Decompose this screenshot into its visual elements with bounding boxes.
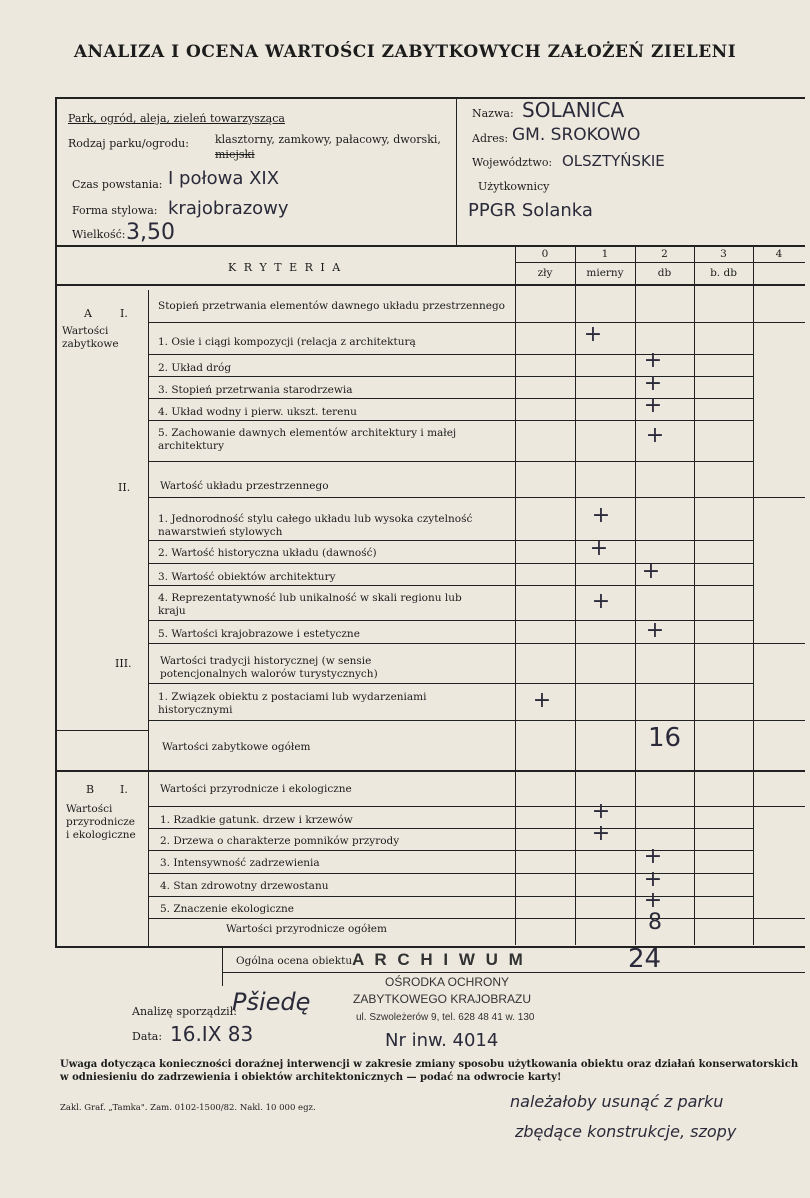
mark-plus-icon: + — [643, 844, 663, 869]
row-line — [148, 643, 805, 644]
sectA-total-left-line — [55, 730, 148, 731]
forma-value: krajobrazowy — [168, 198, 289, 219]
sectA-total-label: Wartości zabytkowe ogółem — [162, 741, 311, 753]
rodzaj-label: Rodzaj parku/ogrodu: — [68, 137, 189, 150]
frame-top — [55, 97, 805, 99]
analize-label: Analizę sporządził: — [132, 1005, 237, 1018]
overall-label: Ogólna ocena obiektu — [236, 955, 353, 967]
sectA-roman1: I. — [120, 307, 128, 320]
scale-name-2: db — [657, 267, 672, 279]
uwaga-note: Uwaga dotycząca konieczności doraźnej interwencji w zakresie zmiany sposobu użytkowania obiektu oraz działań konserwatorskich w odniesieniu do zadrzewienia i obiektów architektonicznych — podać na odwrocie karty! — [60, 1059, 799, 1083]
sectB-name: Wartości przyrodnicze i ekologiczne — [66, 803, 136, 841]
sectB-total-value: 8 — [648, 910, 662, 935]
nazwa-value: SOLANICA — [522, 98, 625, 122]
sectA-letter: A — [84, 307, 92, 320]
handwritten-note-2: zbędące konstrukcje, szopy — [515, 1122, 737, 1141]
uzytk-value: PPGR Solanka — [468, 200, 593, 221]
mark-plus-icon: + — [643, 393, 663, 418]
adres-value: GM. SROKOWO — [512, 125, 641, 145]
header-bottom — [55, 245, 805, 247]
criterion: 5. Wartości krajobrazowe i estetyczne — [158, 628, 360, 640]
scale-num-0: 0 — [541, 248, 549, 260]
sectA-group1: Stopień przetrwania elementów dawnego układu przestrzennego — [158, 300, 505, 312]
mark-plus-icon: + — [583, 322, 603, 347]
mark-plus-icon: + — [643, 371, 663, 396]
adres-label: Adres: — [472, 132, 509, 145]
stamp-inv: Nr inw. 4014 — [385, 1030, 499, 1051]
frame-bottom — [55, 946, 805, 948]
data-label: Data: — [132, 1030, 163, 1043]
sectA-roman3: III. — [115, 657, 132, 670]
sectB-total-label: Wartości przyrodnicze ogółem — [226, 923, 387, 935]
criterion: 5. Znaczenie ekologiczne — [160, 903, 295, 915]
sectA-roman2: II. — [118, 481, 131, 494]
criterion: 3. Intensywność zadrzewienia — [160, 857, 320, 869]
row-line — [148, 461, 754, 462]
scale-name-0: zły — [537, 267, 553, 279]
section-ab-divider — [55, 770, 805, 772]
sectA-total-value: 16 — [648, 723, 682, 753]
frame-left — [55, 97, 57, 947]
col-line-4 — [753, 245, 754, 945]
overall-value: 24 — [628, 944, 662, 974]
czas-value: I połowa XIX — [168, 168, 280, 189]
kryteria-label: K R Y T E R I A — [228, 261, 343, 274]
criterion: 3. Wartość obiektów architektury — [158, 571, 336, 583]
mark-plus-icon: + — [643, 888, 663, 913]
mark-plus-icon: + — [641, 559, 661, 584]
wielkosc-label: Wielkość: — [72, 228, 126, 241]
sectA-group3: Wartości tradycji historycznej (w sensie potencjonalnych walorów turystycznych) — [160, 655, 378, 680]
stamp-line2: OŚRODKA OCHRONY — [385, 975, 510, 989]
scale-num-1: 1 — [601, 248, 609, 260]
row-line — [148, 420, 754, 421]
wielkosc-value: 3,50 — [126, 220, 175, 245]
mark-plus-icon: + — [589, 536, 609, 561]
mark-plus-icon: + — [591, 503, 611, 528]
analize-signature: Pšiedę — [232, 988, 311, 1016]
sectB-group1: Wartości przyrodnicze i ekologiczne — [160, 783, 352, 795]
row-line — [148, 918, 805, 919]
mark-plus-icon: + — [643, 348, 663, 373]
scale-bottom — [55, 284, 805, 286]
row-line — [148, 540, 754, 541]
mark-plus-icon: + — [532, 688, 552, 713]
sectB-roman1: I. — [120, 783, 128, 796]
czas-label: Czas powstania: — [72, 178, 163, 191]
overall-box-bottom — [222, 972, 805, 973]
row-line — [148, 585, 754, 586]
criterion: 4. Stan zdrowotny drzewostanu — [160, 880, 329, 892]
row-line — [148, 683, 754, 684]
row-line — [148, 828, 754, 829]
criterion: 1. Osie i ciągi kompozycji (relacja z architekturą — [158, 336, 416, 348]
col-line-0 — [515, 245, 516, 945]
criterion: 3. Stopień przetrwania starodrzewia — [158, 384, 353, 396]
mark-plus-icon: + — [591, 589, 611, 614]
page-title: ANALIZA I OCENA WARTOŚCI ZABYTKOWYCH ZAŁOŻEŃ ZIELENI — [73, 42, 737, 62]
stamp-line4: ul. Szwoleżerów 9, tel. 628 48 41 w. 130 — [356, 1012, 535, 1023]
mark-plus-icon: + — [643, 867, 663, 892]
row-line — [148, 497, 805, 498]
mark-plus-icon: + — [591, 821, 611, 846]
data-value: 16.IX 83 — [170, 1022, 254, 1046]
handwritten-note-1: należałoby usunąć z parku — [510, 1092, 724, 1111]
criterion: 4. Reprezentatywność lub unikalność w skali regionu lub kraju — [158, 592, 462, 617]
rodzaj-value2: miejski — [215, 148, 255, 161]
print-info: Zakl. Graf. „Tamka". Zam. 0102-1500/82. Nakl. 10 000 egz. — [60, 1103, 316, 1113]
criterion: 1. Rzadkie gatunk. drzew i krzewów — [160, 814, 353, 826]
row-line — [148, 720, 805, 721]
scale-num-3: 3 — [720, 248, 727, 260]
sectA-group2: Wartość układu przestrzennego — [160, 480, 329, 492]
scale-num-4: 4 — [775, 248, 783, 260]
criterion: 1. Związek obiektu z postaciami lub wydarzeniami historycznymi — [158, 691, 427, 716]
scale-name-3: b. db — [710, 267, 737, 279]
nazwa-label: Nazwa: — [472, 107, 514, 120]
forma-label: Forma stylowa: — [72, 204, 158, 217]
mark-plus-icon: + — [591, 799, 611, 824]
overall-box-left — [222, 946, 223, 986]
row-line — [148, 322, 805, 323]
sectA-name: Wartości zabytkowe — [62, 325, 119, 350]
criterion: 2. Układ dróg — [158, 362, 232, 374]
row-line — [148, 806, 805, 807]
mark-plus-icon: + — [645, 618, 665, 643]
scale-num-2: 2 — [661, 248, 668, 260]
header-divider — [456, 97, 457, 245]
col-line-2 — [635, 245, 636, 945]
stamp-line3: ZABYTKOWEGO KRAJOBRAZU — [353, 992, 532, 1006]
scale-name-1: mierny — [586, 267, 624, 279]
mark-plus-icon: + — [645, 423, 665, 448]
park-label: Park, ogród, aleja, zieleń towarzysząca — [68, 112, 285, 125]
criterion: 1. Jednorodność stylu całego układu lub wysoka czytelność nawarstwień stylowych — [158, 513, 473, 538]
stamp-archiwum: A R C H I W U M — [352, 950, 526, 969]
section-col-line — [148, 290, 149, 946]
scale-mid-line — [515, 262, 805, 263]
criterion: 2. Drzewa o charakterze pomników przyrody — [160, 835, 400, 847]
woj-value: OLSZTYŃSKIE — [562, 152, 665, 170]
criterion: 4. Układ wodny i pierw. ukszt. terenu — [158, 406, 357, 418]
sectB-letter: B — [86, 783, 95, 796]
col-line-3 — [694, 245, 695, 945]
woj-label: Województwo: — [472, 156, 553, 169]
col-line-1 — [575, 245, 576, 945]
criterion: 2. Wartość historyczna układu (dawność) — [158, 547, 377, 559]
criterion: 5. Zachowanie dawnych elementów architektury i małej architektury — [158, 427, 457, 452]
rodzaj-value: klasztorny, zamkowy, pałacowy, dworski, — [215, 133, 441, 146]
uzytk-label: Użytkownicy — [478, 180, 550, 193]
